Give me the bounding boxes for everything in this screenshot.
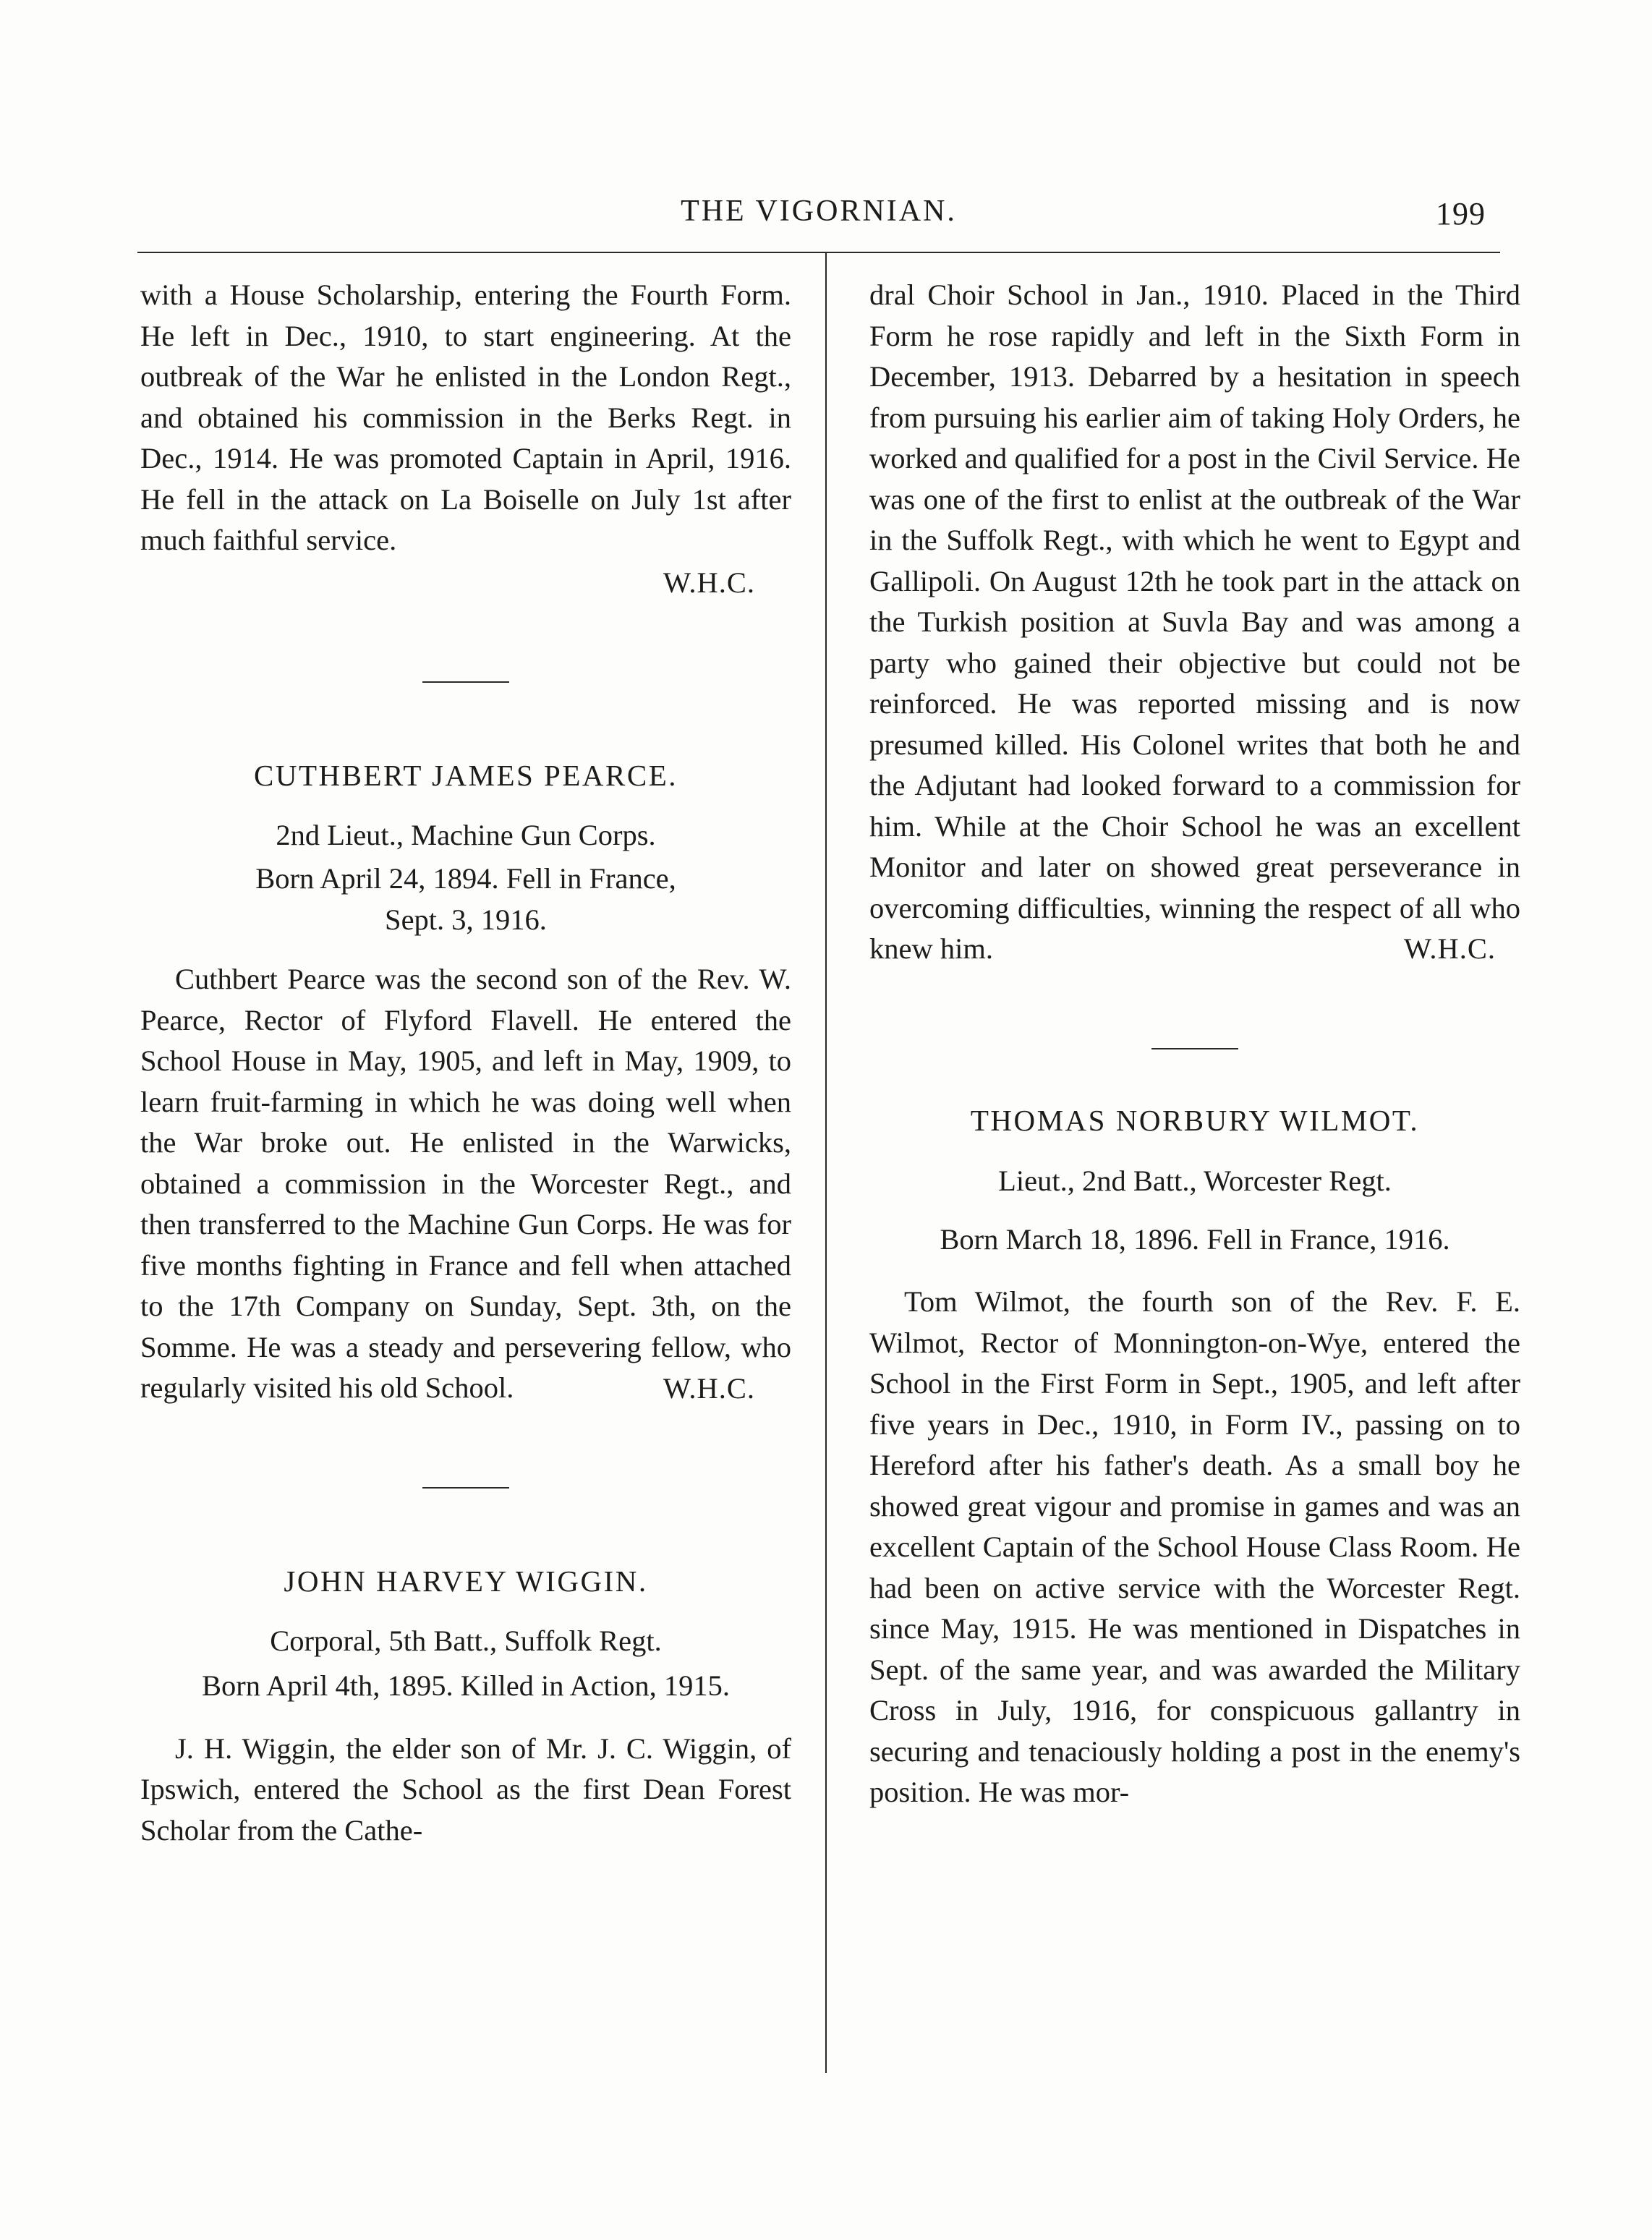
obituary-body-wilmot: Tom Wilmot, the fourth son of the Rev. F. E. Wilmot, Rector of Monnington-on-Wye, entered the School in the First Form in Sept., 1905, and left after five years in Dec., 1910, in Form IV., passing on to Hereford after his father's death. As a small boy he showed great vigour and promise in games and was an excellent Captain of the School House Class Room. He had been on active service with the Worcester Regt. since May, 1915. He was mentioned in Dispatches in Sept. of the same year, and was awarded the Military Cross in July, 1916, for conspicuous gallantry in securing and tenaciously holding a post in the enemy's position. He was mor- [869,1285,1520,1808]
obituary-name-wiggin: JOHN HARVEY WIGGIN. [284,1564,648,1598]
section-separator [422,1487,509,1489]
obituary-rank-pearce: 2nd Lieut., Machine Gun Corps. [276,818,656,851]
section-separator [1151,1048,1238,1049]
running-head [137,194,1500,237]
obituary-signature-pearce: W.H.C. [663,1371,755,1405]
obituary-body-wiggin: J. H. Wiggin, the elder son of Mr. J. C. Wiggin, of Ipswich, entered the School as the first Dean Forest Scholar from the Cathe- [140,1732,791,1847]
obituary-rank-wiggin: Corporal, 5th Batt., Suffolk Regt. [270,1624,662,1657]
page-number: 199 [1436,196,1486,231]
obituary-body-pearce: Cuthbert Pearce was the second son of the Rev. W. Pearce, Rector of Flyford Flavell. He entered the School House in May, 1905, and left in May, 1909, to learn fruit-farming in which he was doing well when the War broke out. He enlisted in the Warwicks, obtained a commission in the Worcester Regt., and then transferred to the Machine Gun Corps. He was for five months fighting in France and fell when attached to the 17th Company on Sunday, Sept. 3th, on the Somme. He was a steady and persevering fellow, who regularly visited his old School. [140,963,791,1404]
obituary-rank-wilmot: Lieut., 2nd Batt., Worcester Regt. [998,1164,1392,1197]
section-separator [422,681,509,683]
continuation-paragraph: with a House Scholarship, entering the Fourth Form. He left in Dec., 1910, to start engineering. At the outbreak of the War he enlisted in the London Regt., and obtained his commission in the Berks Regt. in Dec., 1914. He was promoted Captain in April, 1916. He fell in the attack on La Boiselle on July 1st after much faithful service. [140,278,791,556]
obituary-dates-wiggin: Born April 4th, 1895. Killed in Action, 1915. [201,1669,731,1702]
wiggin-continuation-paragraph [869,275,1520,970]
obituary-name-wilmot: THOMAS NORBURY WILMOT. [970,1103,1420,1137]
left-column [140,275,791,1851]
obituary-dates-wilmot: Born March 18, 1896. Fell in France, 1916. [940,1222,1450,1256]
right-column [869,275,1520,1813]
continuation-signature: W.H.C. [663,566,755,599]
wiggin-signature: W.H.C. [1403,932,1496,965]
obituary-dates-pearce-line2: Sept. 3, 1916. [385,903,547,936]
column-divider [825,253,827,2073]
wiggin-continuation-text: dral Choir School in Jan., 1910. Placed in the Third Form he rose rapidly and left in the Sixth Form in December, 1913. Debarred by a hesitation in speech from pursuing his earlier aim of taking Holy Orders, he worked and qualified for a post in the Civil Service. He was one of the first to enlist at the outbreak of the War in the Suffolk Regt., with which he went to Egypt and Gallipoli. On August 12th he took part in the attack on the Turkish position at Suvla Bay and was among a party who gained their objective but could not be reinforced. He was reported missing and is now presumed killed. His Colonel writes that both he and the Adjutant had looked forward to a commission for him. While at the Choir School he was an excellent Monitor and later on showed great perseverance in overcoming difficulties, winning the respect of all who knew him. [869,278,1520,965]
obituary-name-pearce: CUTHBERT JAMES PEARCE. [254,759,678,792]
header-rule [137,252,1500,253]
running-title: THE VIGORNIAN. [681,195,957,228]
obituary-dates-pearce-line1: Born April 24, 1894. Fell in France, [255,862,676,895]
